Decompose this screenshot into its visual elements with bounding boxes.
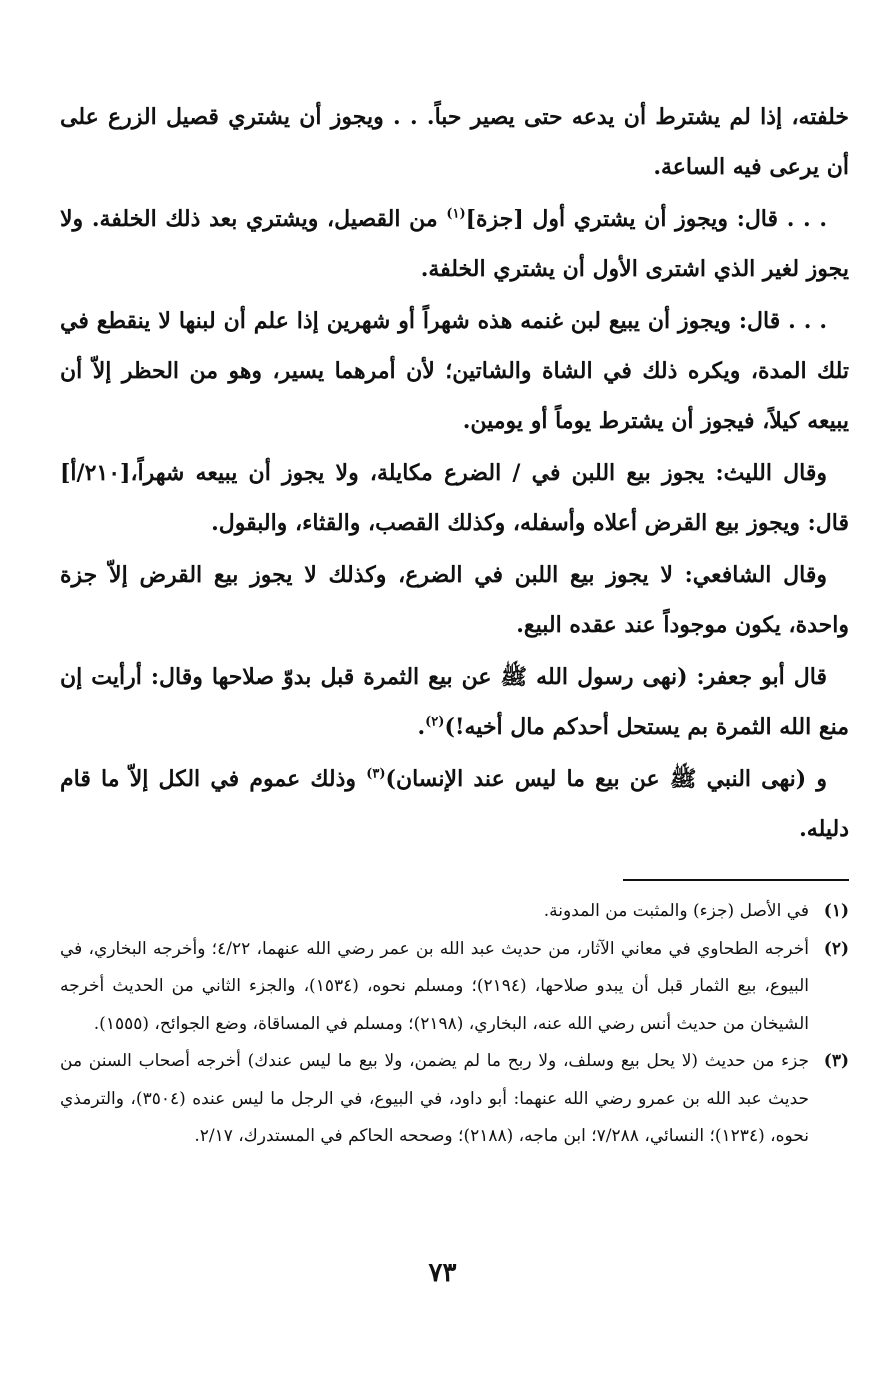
footnote-1 [60,893,849,931]
paragraph-7 [60,754,849,854]
paragraph-4 [60,448,849,548]
folio-marker: [٢١٠/أ] [60,460,131,486]
main-text [60,92,849,856]
paragraph-7-text-b: وذلك عموم في الكل إلاّ ما قام دليله. [60,766,849,842]
paragraph-3-text: . . . قال: ويجوز أن يبيع لبن غنمه هذه شهراً أو شهرين إذا علم أن لبنها لا ينقطع في تلك المدة، ويكره ذلك في الشاة والشاتين؛ لأن أمرهما يسير، وهو من الحظر إلاّ أن يبيعه كيلاً، فيجوز أن يشترط يوماً أو يومين. [60,308,849,434]
footnote-2 [60,931,849,1044]
paragraph-6 [60,652,849,752]
paragraph-2 [60,194,849,294]
footnote-ref-2: (٢) [425,714,445,730]
paragraph-2-text-a: . . . قال: ويجوز أن يشتري أول [جزة] [465,206,827,232]
paragraph-1-text: خلفته، إذا لم يشترط أن يدعه حتى يصير حباً. . . ويجوز أن يشتري قصيل الزرع على أن يرعى فيه الساعة. [60,104,849,180]
footnote-number: (٣) [823,1051,849,1071]
paragraph-2-text-b: من القصيل، ويشتري بعد ذلك الخلفة. ولا يجوز لغير الذي اشترى الأول أن يشتري الخلفة. [60,206,849,282]
paragraph-5-text: وقال الشافعي: لا يجوز بيع اللبن في الضرع، وكذلك لا يجوز بيع القرض إلاّ جزة واحدة، يكون موجوداً عند عقده البيع. [60,562,849,638]
paragraph-5 [60,550,849,650]
footnotes [60,893,849,1156]
paragraph-7-text-a: و (نهى النبي ﷺ عن بيع ما ليس عند الإنسان) [385,766,827,792]
paragraph-4-text-b: قال: ويجوز بيع القرض أعلاه وأسفله، وكذلك القصب، والقثاء، والبقول. [211,510,849,536]
paragraph-3 [60,296,849,446]
footnote-3 [60,1043,849,1156]
paragraph-4-text-a: وقال الليث: يجوز بيع اللبن في / الضرع مكايلة، ولا يجوز أن يبيعه شهراً، [130,460,827,486]
footnote-text: أخرجه الطحاوي في معاني الآثار، من حديث عبد الله بن عمر رضي الله عنهما، ٤/٢٢؛ وأخرجه البخاري، في البيوع، بيع الثمار قبل أن يبدو صلاحها، (٢١٩٤)؛ ومسلم نحوه، (١٥٣٤)، والجزء الثاني من الحديث أخرجه الشيخان من حديث أنس رضي الله عنه، البخاري، (٢١٩٨)؛ ومسلم في المساقاة، وضع الجوائح، (١٥٥٥). [60,938,810,1034]
footnote-ref-1: (١) [446,206,466,222]
page-number: ٧٣ [428,1258,457,1288]
footnote-ref-3: (٣) [366,766,386,782]
footnote-number: (١) [823,901,849,921]
footnote-separator [623,879,849,881]
paragraph-6-text-a: قال أبو جعفر: (نهى رسول الله ﷺ عن بيع الثمرة قبل بدوّ صلاحها وقال: أرأيت إن منع الله الثمرة بم يستحل أحدكم مال أخيه!) [60,664,849,740]
paragraph-6-text-b: . [417,714,426,740]
footnote-text: جزء من حديث (لا يحل بيع وسلف، ولا ربح ما لم يضمن، ولا بيع ما ليس عندك) أخرجه أصحاب السنن من حديث عبد الله بن عمرو رضي الله عنهما: أبو داود، في البيوع، في الرجل ما ليس عنده (٣٥٠٤)، والترمذي نحوه، (١٢٣٤)؛ النسائي، ٧/٢٨٨؛ ابن ماجه، (٢١٨٨)؛ وصححه الحاكم في المستدرك، ٢/١٧. [60,1051,810,1146]
footnote-text: في الأصل (جزء) والمثبت من المدونة. [543,901,809,921]
footnote-number: (٢) [823,938,849,959]
paragraph-1 [60,92,849,192]
